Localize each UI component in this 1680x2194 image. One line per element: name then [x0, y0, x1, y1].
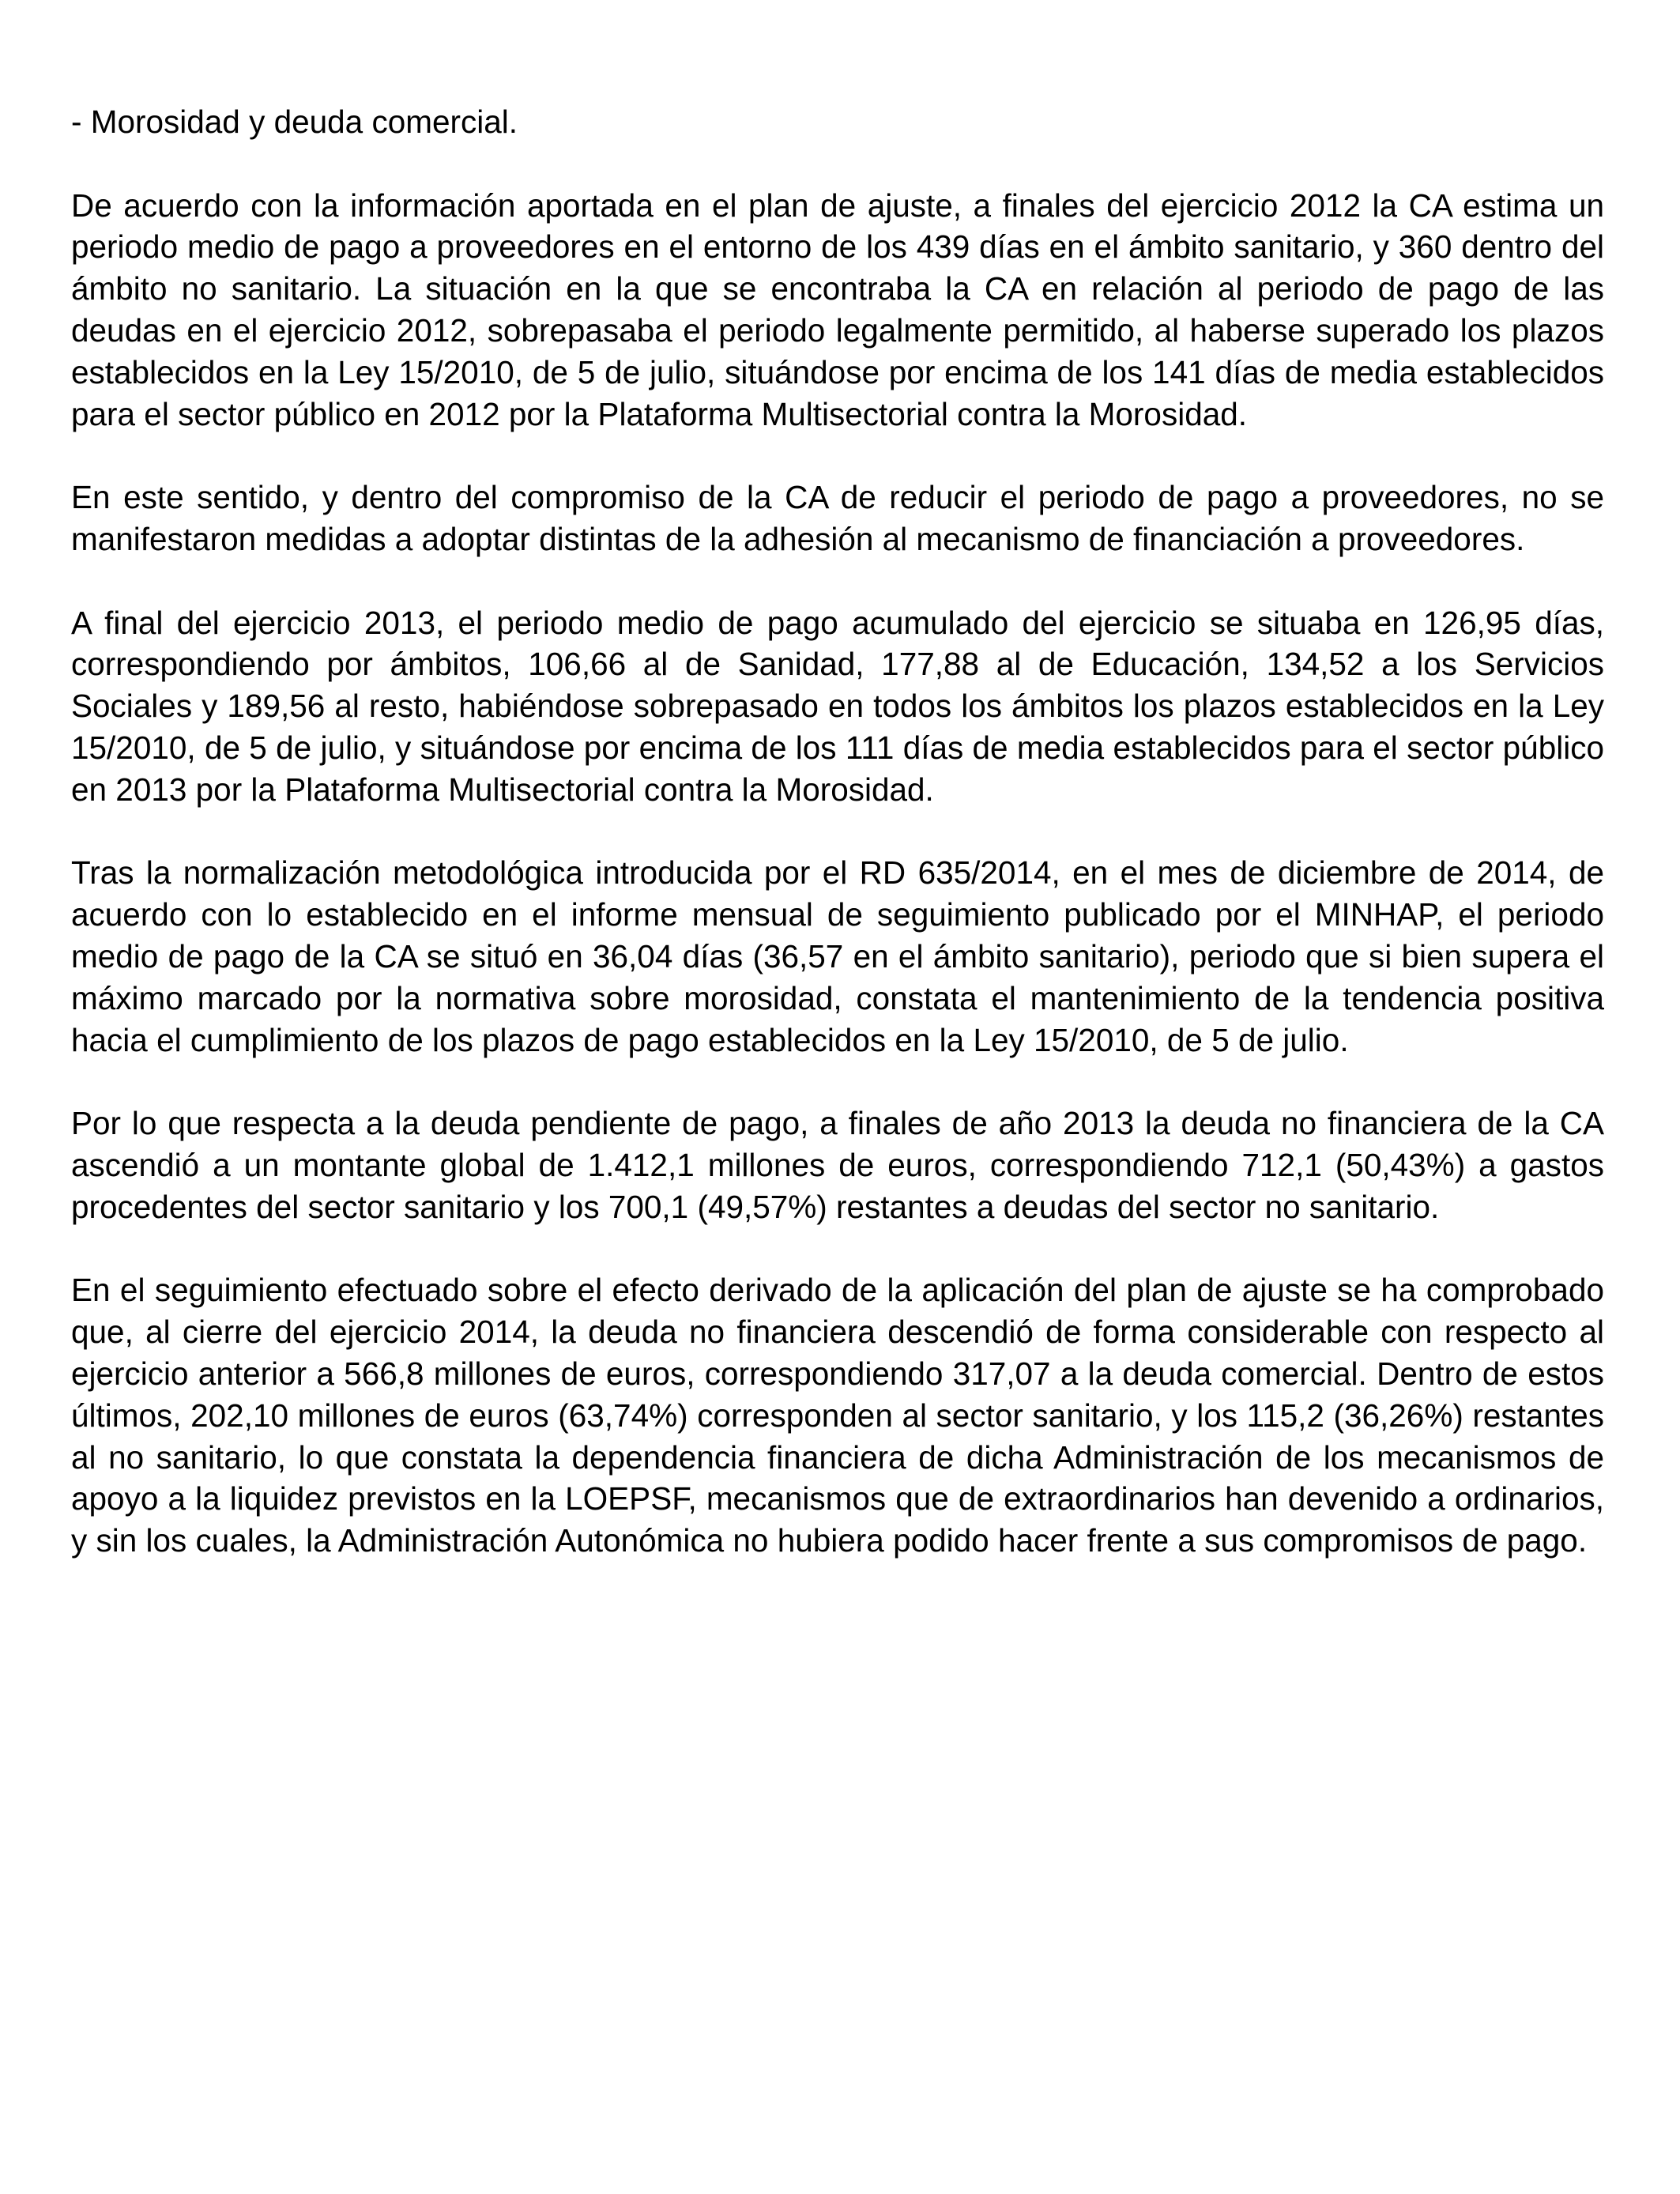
paragraph-pmp-2013: A final del ejercicio 2013, el periodo medio de pago acumulado del ejercicio se situaba en 126,95 días, correspondiendo por ámbitos, 106,66 al de Sanidad, 177,88 al de Educación, 134,52 a los Servicios Sociales y 189,56 al resto, habiéndose sobrepasado en todos los ámbitos los plazos establecidos en la Ley 15/2010, de 5 de julio, y situándose por encima de los 111 días de media establecidos para el sector público en 2013 por la Plataforma Multisectorial contra la Morosidad. — [71, 604, 1604, 808]
paragraph-deuda-2014: En el seguimiento efectuado sobre el efecto derivado de la aplicación del plan de ajuste se ha comprobado que, al cierre del ejercicio 2014, la deuda no financiera descendió de forma considerable con respecto al ejercicio anterior a 566,8 millones de euros, correspondiendo 317,07 a la deuda comercial. Dentro de estos últimos, 202,10 millones de euros (63,74%) corresponden al sector sanitario, y los 115,2 (36,26%) restantes al no sanitario, lo que constata la dependencia financiera de dicha Administración de los mecanismos de apoyo a la liquidez previstos en la LOEPSF, mecanismos que de extraordinarios han devenido a ordinarios, y sin los cuales, la Administración Autonómica no hubiera podido hacer frente a sus compromisos de pago. — [71, 1272, 1604, 1559]
section-heading: - Morosidad y deuda comercial. — [71, 104, 518, 140]
paragraph-deuda-2013: Por lo que respecta a la deuda pendiente de pago, a finales de año 2013 la deuda no financiera de la CA ascendió a un montante global de 1.412,1 millones de euros, correspondiendo 712,1 (50,43%) a gastos procedentes del sector sanitario y los 700,1 (49,57%) restantes a deudas del sector no sanitario. — [71, 1105, 1604, 1225]
paragraph-pmp-2014: Tras la normalización metodológica introducida por el RD 635/2014, en el mes de diciembre de 2014, de acuerdo con lo establecido en el informe mensual de seguimiento publicado por el MINHAP, el periodo medio de pago de la CA se situó en 36,04 días (36,57 en el ámbito sanitario), periodo que si bien supera el máximo marcado por la normativa sobre morosidad, constata el mantenimiento de la tendencia positiva hacia el cumplimiento de los plazos de pago establecidos en la Ley 15/2010, de 5 de julio. — [71, 854, 1604, 1058]
paragraph-compromiso: En este sentido, y dentro del compromiso de la CA de reducir el periodo de pago a proveedores, no se manifestaron medidas a adoptar distintas de la adhesión al mecanismo de financiación a proveedores. — [71, 479, 1604, 557]
document-page — [71, 101, 1604, 1604]
paragraph-pmp-2012: De acuerdo con la información aportada en el plan de ajuste, a finales del ejercicio 2012 la CA estima un periodo medio de pago a proveedores en el entorno de los 439 días en el ámbito sanitario, y 360 dentro del ámbito no sanitario. La situación en la que se encontraba la CA en relación al periodo de pago de las deudas en el ejercicio 2012, sobrepasaba el periodo legalmente permitido, al haberse superado los plazos establecidos en la Ley 15/2010, de 5 de julio, situándose por encima de los 141 días de media establecidos para el sector público en 2012 por la Plataforma Multisectorial contra la Morosidad. — [71, 187, 1604, 432]
